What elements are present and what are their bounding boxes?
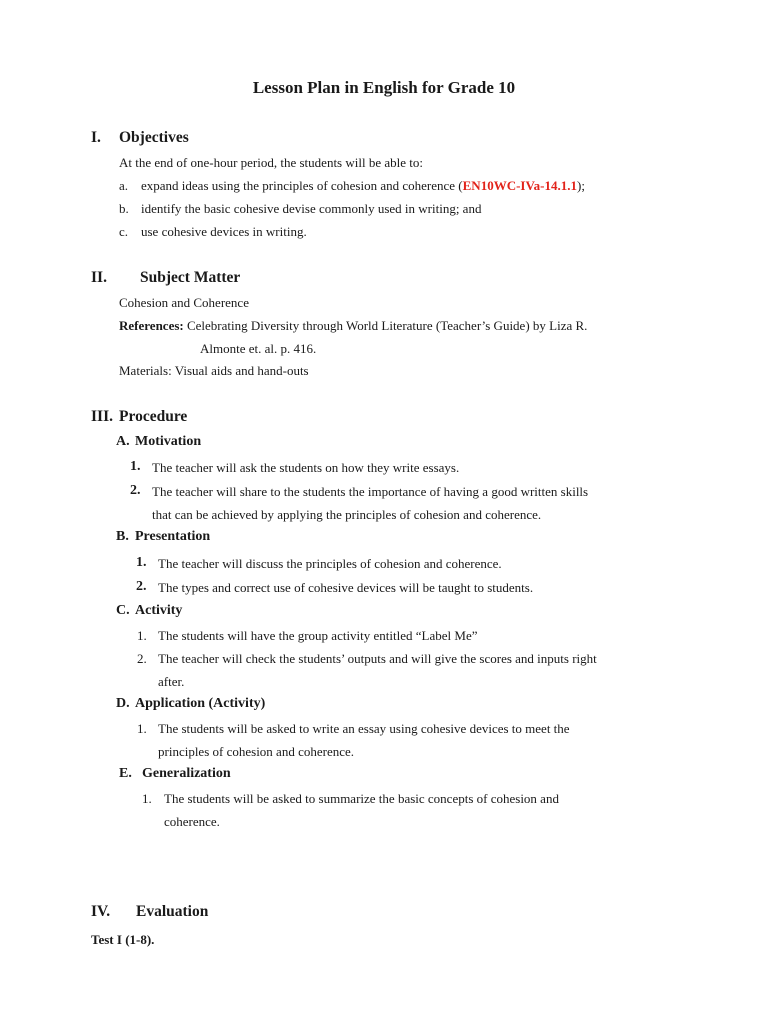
section-b-item-1-marker: 1.: [136, 555, 147, 570]
objective-item-a-tail: );: [577, 178, 585, 193]
section-b-marker: B.: [116, 529, 129, 544]
subject-matter-heading: Subject Matter: [140, 269, 241, 286]
evaluation-numeral: IV.: [91, 903, 111, 920]
section-a-item-1: The teacher will ask the students on how they write essays.: [152, 460, 460, 475]
section-c-item-1: The students will have the group activity entitled “Label Me”: [158, 628, 478, 643]
objectives-intro: At the end of one-hour period, the students will be able to:: [119, 155, 423, 170]
references-continuation: Almonte et. al. p. 416.: [200, 341, 317, 356]
section-d-marker: D.: [116, 696, 130, 711]
page-title: Lesson Plan in English for Grade 10: [252, 78, 516, 97]
objective-item-a-text: expand ideas using the principles of cohesion and coherence (: [141, 178, 463, 193]
section-b-item-2-marker: 2.: [136, 579, 147, 594]
section-a-heading: Motivation: [135, 434, 202, 449]
section-e-item-1-line-2: coherence.: [164, 814, 220, 829]
section-b-item-1: The teacher will discuss the principles of cohesion and coherence.: [158, 556, 502, 571]
section-d-item-1-line-1: The students will be asked to write an essay using cohesive devices to meet the: [158, 721, 570, 736]
section-a-item-2-line-2: that can be achieved by applying the principles of cohesion and coherence.: [152, 507, 542, 522]
section-c-item-1-marker: 1.: [137, 628, 147, 643]
objective-marker-a: a.: [119, 178, 129, 193]
section-a-item-2-marker: 2.: [130, 483, 141, 498]
section-c-heading: Activity: [135, 603, 183, 618]
section-b-heading: Presentation: [135, 529, 211, 544]
objectives-numeral: I.: [91, 129, 101, 146]
section-e-item-1-line-1: The students will be asked to summarize the basic concepts of cohesion and: [164, 791, 559, 806]
objective-item-b: identify the basic cohesive devise commonly used in writing; and: [141, 201, 482, 216]
evaluation-heading: Evaluation: [136, 903, 209, 920]
references-label: References:: [119, 318, 184, 333]
objective-marker-b: b.: [119, 201, 129, 216]
section-d-heading: Application (Activity): [135, 696, 266, 711]
objective-item-c: use cohesive devices in writing.: [141, 224, 307, 239]
section-c-item-2-line-1: The teacher will check the students’ outputs and will give the scores and inputs right: [158, 651, 597, 666]
objective-marker-c: c.: [119, 224, 129, 239]
evaluation-test-label: Test I (1-8).: [91, 932, 155, 947]
materials-line: Materials: Visual aids and hand-outs: [119, 363, 309, 378]
section-c-marker: C.: [116, 603, 130, 618]
section-e-heading: Generalization: [142, 766, 231, 781]
objective-item-a: [141, 178, 585, 194]
section-a-item-1-marker: 1.: [130, 459, 141, 474]
objectives-heading: Objectives: [119, 129, 189, 146]
procedure-heading: Procedure: [119, 408, 188, 425]
section-e-marker: E.: [119, 766, 132, 781]
section-e-item-1-marker: 1.: [142, 791, 152, 806]
procedure-numeral: III.: [91, 408, 113, 425]
section-a-marker: A.: [116, 434, 130, 449]
section-a-item-2-line-1: The teacher will share to the students the importance of having a good written skills: [152, 484, 589, 499]
section-d-item-1-line-2: principles of cohesion and coherence.: [158, 744, 355, 759]
references-line: [119, 318, 587, 334]
section-c-item-2-marker: 2.: [137, 651, 147, 666]
section-c-item-2-line-2: after.: [158, 674, 185, 689]
section-b-item-2: The types and correct use of cohesive devices will be taught to students.: [158, 580, 534, 595]
subject-matter-numeral: II.: [91, 269, 107, 286]
subject-topic: Cohesion and Coherence: [119, 295, 249, 310]
competency-code: EN10WC-IVa-14.1.1: [462, 178, 577, 193]
section-d-item-1-marker: 1.: [137, 721, 147, 736]
references-text: Celebrating Diversity through World Literature (Teacher’s Guide) by Liza R.: [186, 318, 588, 333]
